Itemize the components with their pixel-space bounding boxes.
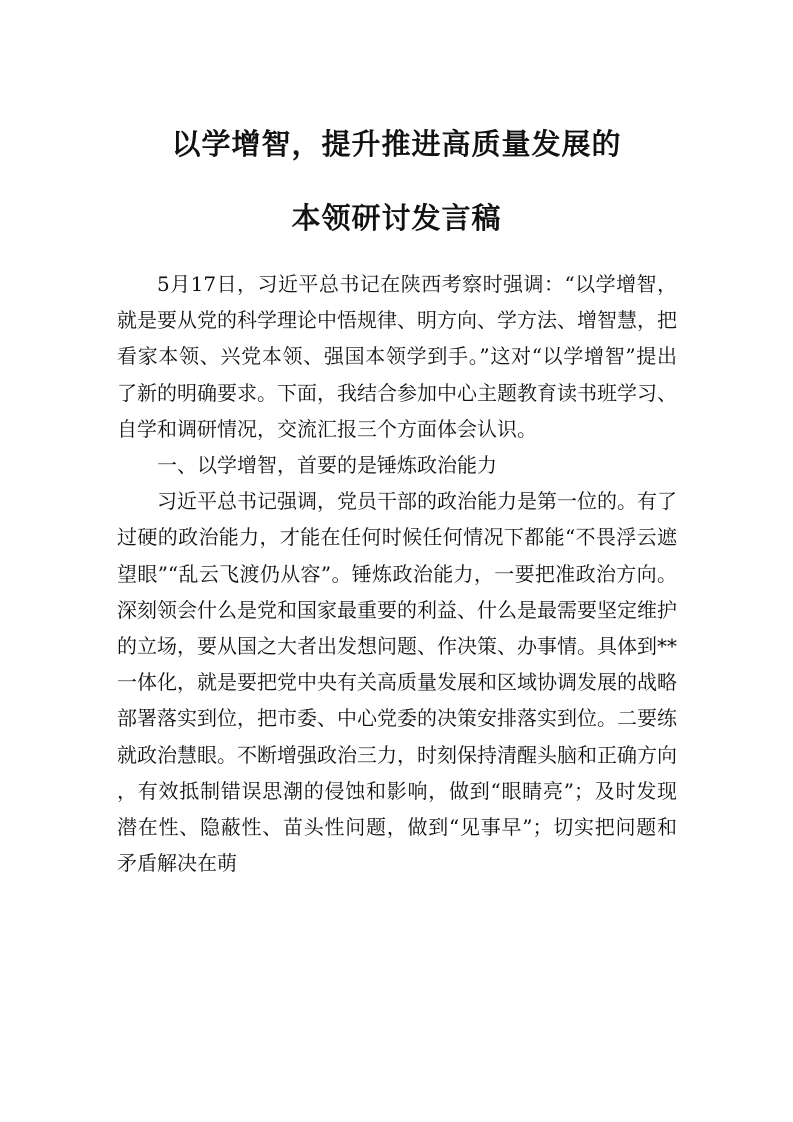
intro-paragraph: 5月17日，习近平总书记在陕西考察时强调：“以学增智，就是要从党的科学理论中悟规律、明方向、学方法、增智慧，把看家本领、兴党本领、强国本领学到手。”这对“以学增智”提出了新的明确要求。下面，我结合参加中心主题教育读书班学习、自学和调研情况，交流汇报三个方面体会认识。 — [117, 272, 677, 441]
document-body — [117, 266, 677, 881]
body-paragraph: 习近平总书记强调，党员干部的政治能力是第一位的。有了过硬的政治能力，才能在任何时候任何情况下都能“不畏浮云遮望眼”“乱云飞渡仍从容”。锤炼政治能力，一要把准政治方向。深刻领会什么是党和国家最重要的利益、什么是最需要坚定维护的立场，要从国之大者出发想问题、作决策、办事情。具体到**一体化，就是要把党中央有关高质量发展和区域协调发展的战略部署落实到位，把市委、中心党委的决策安排落实到位。二要练就政治慧眼。不断增强政治三力，时刻保持清醒头脑和正确方向，有效抵制错误思潮的侵蚀和影响，做到“眼睛亮”；及时发现潜在性、隐蔽性、苗头性问题，做到“见事早”；切实把问题和矛盾解决在萌 — [117, 489, 677, 876]
document-title-line-2: 本领研讨发言稿 — [291, 201, 502, 235]
section-heading-1: 一、以学增智，首要的是锤炼政治能力 — [157, 453, 497, 478]
document-title-line-1: 以学增智，提升推进高质量发展的 — [171, 127, 622, 161]
